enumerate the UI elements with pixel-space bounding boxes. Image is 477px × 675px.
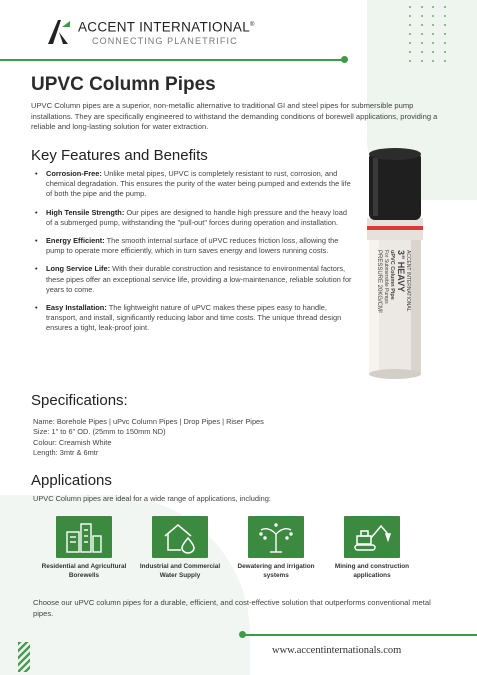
applications-intro: UPVC Column pipes are ideal for a wide range of applications, including:: [33, 494, 271, 503]
application-label: Residential and Agricultural Borewells: [41, 563, 127, 579]
page-title: UPVC Column Pipes: [31, 74, 216, 95]
accent-logo-icon: [46, 18, 72, 46]
dot: [444, 33, 446, 35]
dot: [409, 51, 411, 53]
dot: [444, 24, 446, 26]
dot: [432, 33, 434, 35]
features-list: [35, 169, 355, 342]
specs-heading: Specifications:: [31, 392, 128, 409]
stripe-decoration: [18, 642, 30, 672]
intro-paragraph: UPVC Column pipes are a superior, non-metallic alternative to traditional GI and steel pipes for submersible pump installations. They are specifically engineered to withstand the demanding conditions of borewell applications, providing a reliable and long-lasting solution for water extraction.: [31, 101, 438, 131]
feature-item: • High Tensile Strength: Our pipes are designed to handle high pressure and the heavy load of a submerged pump, withstanding the "pull-out" forces during operation and installation.: [35, 208, 355, 228]
sprinkler-icon: [248, 516, 304, 558]
pipe-product-image: [355, 142, 435, 392]
specs-list: [33, 417, 264, 458]
application-card: [230, 516, 322, 580]
dot: [432, 51, 434, 53]
dot: [444, 60, 446, 62]
application-card: [134, 516, 226, 580]
dot: [409, 60, 411, 62]
brand-name: ACCENT INTERNATIONAL®: [78, 19, 255, 35]
pipe-print-size: 3" HEAVY: [396, 250, 406, 293]
dot: [432, 6, 434, 8]
dot: [421, 33, 423, 35]
feature-item: • Energy Efficient: The smooth internal surface of uPVC reduces friction loss, allowing the pump to operate more efficiently, which in turn saves energy and lowers running costs.: [35, 236, 355, 256]
header-divider: [0, 59, 345, 61]
application-label: Mining and construction applications: [334, 563, 410, 579]
website-link[interactable]: www.accentinternationals.com: [272, 645, 402, 656]
applications-heading: Applications: [31, 472, 112, 489]
application-card: [326, 516, 418, 580]
dot: [409, 6, 411, 8]
dot: [409, 42, 411, 44]
dot: [432, 15, 434, 17]
spec-line: Length: 3mtr & 6mtr: [33, 447, 99, 457]
spec-line: Size: 1" to 6" OD. (25mm to 150mm ND): [33, 427, 166, 437]
dot: [444, 51, 446, 53]
spec-line: Colour: Creamish White: [33, 437, 112, 447]
feature-item: • Easy Installation: The lightweight nature of uPVC makes these pipes easy to handle, transport, and install, significantly reducing labor and time costs. The unique thread design ensures a tight, leak-proof joint.: [35, 303, 355, 334]
dot: [421, 42, 423, 44]
dot: [409, 15, 411, 17]
dot: [421, 15, 423, 17]
dot: [421, 51, 423, 53]
brand-tagline: CONNECTING PLANETRIFIC: [92, 35, 238, 46]
dot: [444, 15, 446, 17]
spec-line: Name: Borehole Pipes | uPvc Column Pipes | Drop Pipes | Riser Pipes: [33, 417, 264, 426]
pipe-print-pressure: PRESSURE 20KG/CM²: [376, 250, 382, 314]
dot: [409, 33, 411, 35]
dot: [432, 42, 434, 44]
dot-pattern: [409, 6, 455, 68]
closing-paragraph: Choose our uPVC column pipes for a durable, efficient, and cost-effective solution that outperforms conventional metal pipes.: [33, 598, 431, 618]
dot: [432, 60, 434, 62]
footer-divider: [244, 634, 477, 636]
dot: [444, 6, 446, 8]
dot: [432, 24, 434, 26]
footer-divider-dot: [239, 631, 246, 638]
building-icon: [56, 516, 112, 558]
header-divider-dot: [341, 56, 348, 63]
application-card: [38, 516, 130, 580]
dot: [409, 24, 411, 26]
dot: [421, 60, 423, 62]
dot: [444, 42, 446, 44]
house-water-icon: [152, 516, 208, 558]
application-label: Industrial and Commercial Water Supply: [139, 563, 221, 579]
brand-logo: [46, 18, 255, 47]
feature-item: • Long Service Life: With their durable construction and resistance to environmental factors, these pipes offer an exceptional service life, providing a low-maintenance, reliable solution for years to come.: [35, 264, 355, 295]
dot: [421, 6, 423, 8]
pipe-print-type: uPVC Column Pipe: [389, 250, 395, 300]
features-heading: Key Features and Benefits: [31, 147, 208, 164]
dot: [421, 24, 423, 26]
application-label: Dewatering and irrigation systems: [237, 563, 315, 579]
feature-item: • Corrosion-Free: Unlike metal pipes, UPVC is completely resistant to rust, corrosion, and chemical degradation. This ensures the purity of the water being pumped and extends the life of both the pipe and the pump.: [35, 169, 355, 200]
pipe-print-use: For Submersible Pumps: [383, 250, 389, 304]
excavator-icon: [344, 516, 400, 558]
pipe-print-brand: ACCENT INTERNATIONAL: [405, 250, 411, 312]
